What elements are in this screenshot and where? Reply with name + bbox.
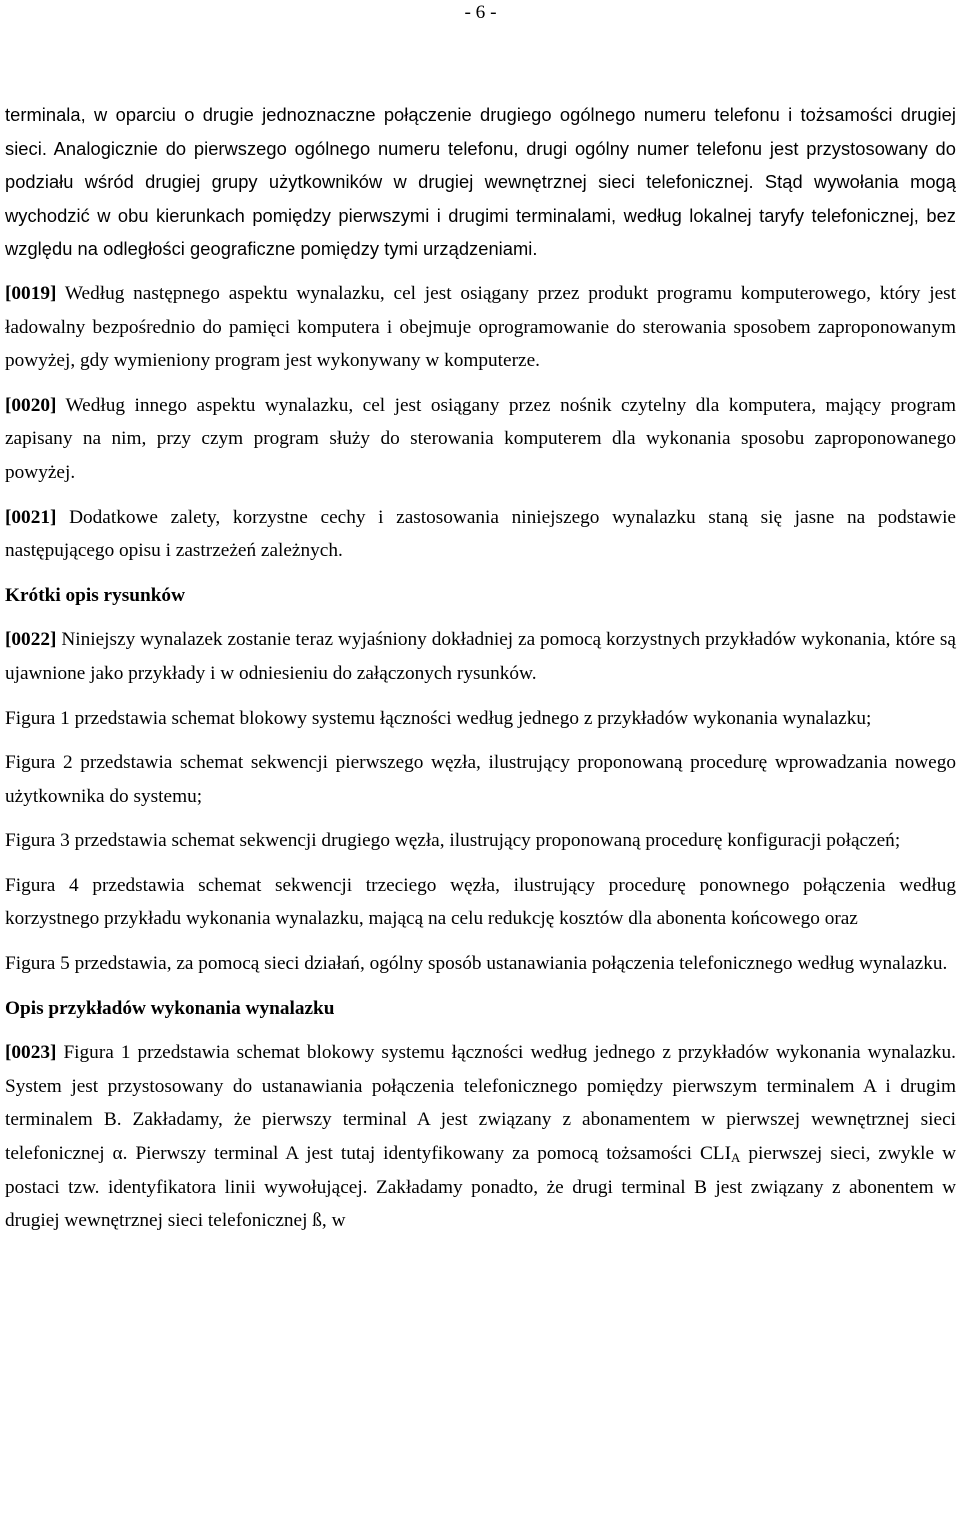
figure-description-5: Figura 5 przedstawia, za pomocą sieci działań, ogólny sposób ustanawiania połączenia telefonicznego według wynalazku. (5, 953, 948, 975)
paragraph-text-cont: pierwszej sieci, zwykle w postaci tzw. identyfikatora linii wywołującej. Zakładamy ponadto, że drugi terminal B jest związany z abonentem w drugiej wewnętrznej sieci telefonicznej ß, w (5, 1143, 956, 1232)
paragraph-ref: [0023] (5, 1042, 57, 1064)
paragraph-text: Niniejszy wynalazek zostanie teraz wyjaśniony dokładniej za pomocą korzystnych przykładów wykonania, które są ujawnione jako przykłady i w odniesieniu do załączonych rysunków. (5, 629, 956, 684)
figure-description-1: Figura 1 przedstawia schemat blokowy systemu łączności według jednego z przykładów wykonania wynalazku; (5, 707, 872, 729)
paragraph-0022 (5, 623, 956, 690)
paragraph-0021 (5, 501, 956, 568)
paragraph-ref: [0020] (5, 394, 57, 416)
paragraph-ref: [0019] (5, 282, 57, 304)
paragraph-ref: [0021] (5, 506, 57, 528)
figure-description-4: Figura 4 przedstawia schemat sekwencji trzeciego węzła, ilustrujący procedurę ponownego połączenia według korzystnego przykładu wykonania wynalazku, mającą na celu redukcję kosztów dla abonenta końcowego oraz (5, 874, 956, 930)
paragraph-0019 (5, 277, 956, 378)
section-heading-drawings: Krótki opis rysunków (5, 584, 185, 606)
section-heading-embodiments: Opis przykładów wykonania wynalazku (5, 997, 335, 1019)
paragraph-0020 (5, 389, 956, 490)
paragraph-0023 (5, 1036, 956, 1238)
figure-description-2: Figura 2 przedstawia schemat sekwencji pierwszego węzła, ilustrujący proponowaną procedurę wprowadzania nowego użytkownika do systemu; (5, 752, 956, 807)
document-page (5, 0, 956, 1249)
continuation-paragraph: terminala, w oparciu o drugie jednoznaczne połączenie drugiego ogólnego numeru telefonu i tożsamości drugiej sieci. Analogicznie do pierwszego ogólnego numeru telefonu, drugi ogólny numer telefonu jest przystosowany do podziału wśród drugiej grupy użytkowników w drugiej wewnętrznej sieci telefonicznej. Stąd wywołania mogą wychodzić w obu kierunkach pomiędzy pierwszymi i drugimi terminalami, według lokalnej taryfy telefonicznej, bez względu na odległości geograficzne pomiędzy tymi urządzeniami. (5, 104, 956, 260)
paragraph-ref: [0022] (5, 629, 57, 651)
subscript: A (731, 1150, 741, 1166)
paragraph-text: Dodatkowe zalety, korzystne cechy i zastosowania niniejszego wynalazku staną się jasne na podstawie następującego opisu i zastrzeżeń zależnych. (5, 506, 956, 562)
figure-description-3: Figura 3 przedstawia schemat sekwencji drugiego węzła, ilustrujący proponowaną procedurę konfiguracji połączeń; (5, 830, 901, 852)
page-number: - 6 - (464, 2, 497, 23)
paragraph-text: Według innego aspektu wynalazku, cel jest osiągany przez nośnik czytelny dla komputera, mający program zapisany na nim, przy czym program służy do sterowania komputerem dla wykonania sposobu zaproponowanego powyżej. (5, 394, 956, 483)
paragraph-text: Figura 1 przedstawia schemat blokowy systemu łączności według jednego z przykładów wykonania wynalazku. System jest przystosowany do ustanawiania połączenia telefonicznego pomiędzy pierwszym terminalem A i drugim terminalem B. Zakładamy, że pierwszy terminal A jest związany z abonamentem w pierwszej wewnętrznej sieci telefonicznej α. Pierwszy terminal A jest tutaj identyfikowany za pomocą tożsamości CLI (5, 1042, 956, 1165)
paragraph-text: Według następnego aspektu wynalazku, cel jest osiągany przez produkt programu komputerowego, który jest ładowalny bezpośrednio do pamięci komputera i obejmuje oprogramowanie do sterowania sposobem zaproponowanym powyżej, gdy wymieniony program jest wykonywany w komputerze. (5, 282, 956, 372)
